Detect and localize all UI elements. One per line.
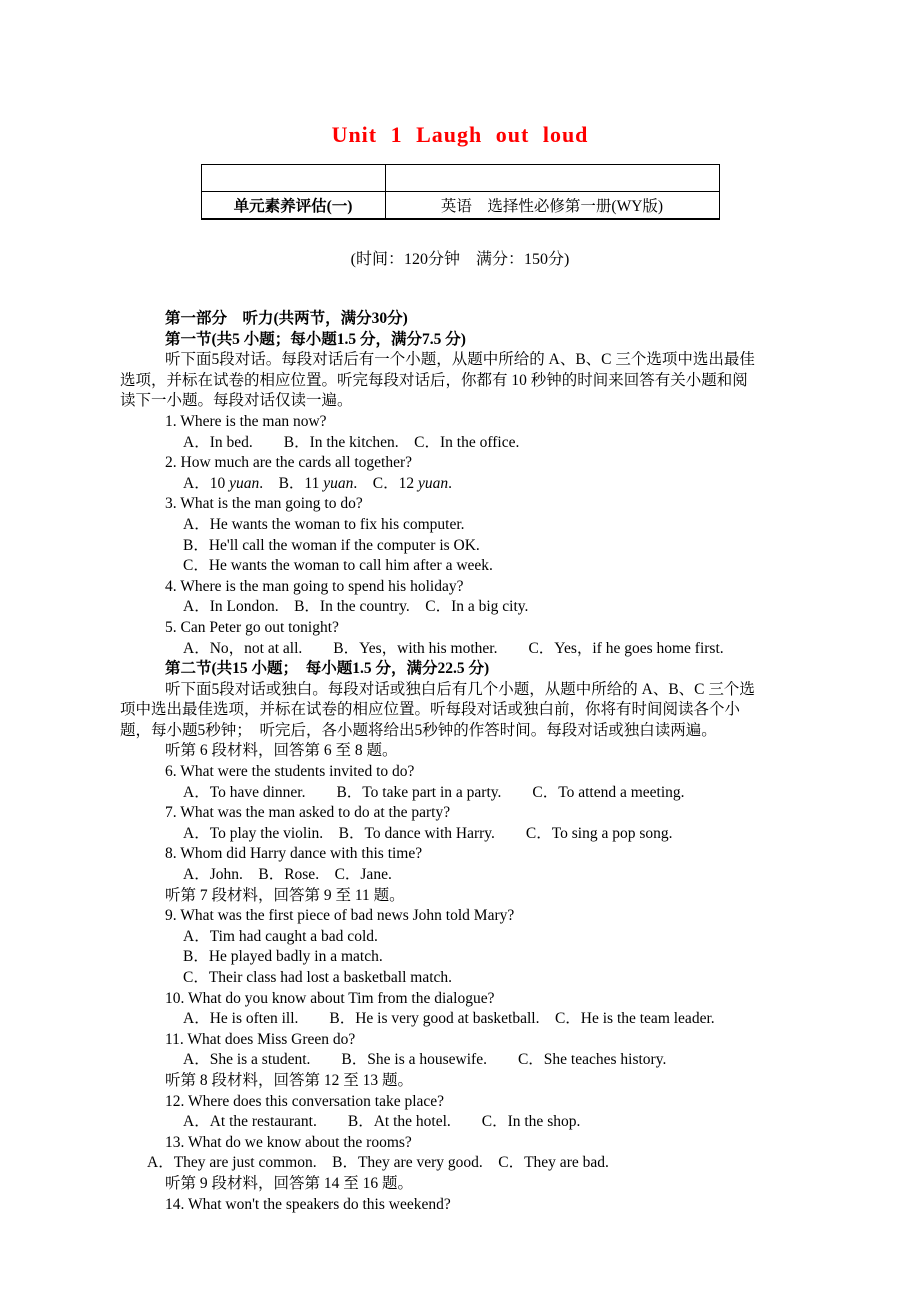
text-line: C．He wants the woman to call him after a week. — [183, 557, 493, 575]
body-lines — [0, 309, 920, 1215]
header-table-subject-label: 英语 选择性必修第一册(WY版) — [385, 192, 719, 220]
text-line: 12. Where does this conversation take place? — [165, 1092, 445, 1110]
text-line: A．He wants the woman to fix his computer. — [183, 515, 465, 533]
text-line: A．No，not at all. B．Yes，with his mother. C．Yes，if he goes home first. — [183, 639, 724, 657]
text-line: 听第 9 段材料，回答第 14 至 16 题。 — [165, 1174, 414, 1192]
text-line: A．In London. B．In the country. C．In a big city. — [183, 598, 529, 616]
text-line: A．John. B．Rose. C．Jane. — [183, 866, 392, 884]
exam-time-score-line: (时间：120分钟 满分：150分) — [350, 251, 570, 268]
text-line: B．He played badly in a match. — [183, 948, 383, 966]
text-line: 第二节(共15 小题； 每小题1.5 分，满分22.5 分) — [165, 660, 490, 678]
text-line: 听第 6 段材料，回答第 6 至 8 题。 — [165, 742, 398, 760]
text-line: C．Their class had lost a basketball match. — [183, 969, 453, 986]
text-line: 14. What won't the speakers do this weekend? — [165, 1195, 451, 1213]
text-line: B．He'll call the woman if the computer is OK. — [183, 536, 480, 554]
text-line: A．They are just common. B．They are very good. C．They are bad. — [147, 1154, 609, 1172]
text-line: 7. What was the man asked to do at the party? — [165, 804, 451, 822]
header-table — [201, 164, 720, 220]
text-line: 10. What do you know about Tim from the dialogue? — [165, 989, 495, 1007]
text-line: 3. What is the man going to do? — [165, 495, 363, 513]
text-line: A．10 yuan. B．11 yuan. C．12 yuan. — [183, 474, 452, 492]
text-line: 9. What was the first piece of bad news John told Mary? — [165, 907, 515, 925]
header-table-row-bottom — [201, 192, 719, 220]
text-line: A．To have dinner. B．To take part in a party. C．To attend a meeting. — [183, 783, 685, 801]
page-title: Unit 1 Laugh out loud — [331, 122, 589, 147]
text-line: 5. Can Peter go out tonight? — [165, 618, 339, 636]
text-line: 1. Where is the man now? — [165, 412, 327, 430]
text-line: 听下面5段对话或独白。每段对话或独白后有几个小题，从题中所给的 A、B、C 三个选 — [165, 680, 755, 698]
text-line: 6. What were the students invited to do? — [165, 763, 415, 781]
text-line: 题，每小题5秒钟； 听完后，各小题将给出5秒钟的作答时间。每段对话或独白读两遍。 — [120, 721, 717, 739]
text-line: 听下面5段对话。每段对话后有一个小题，从题中所给的 A、B、C 三个选项中选出最佳 — [165, 351, 755, 369]
text-line: 13. What do we know about the rooms? — [165, 1133, 412, 1151]
text-line: 项中选出最佳选项，并标在试卷的相应位置。听每段对话或独白前，你将有时间阅读各个小 — [120, 701, 741, 719]
text-line: A．At the restaurant. B．At the hotel. C．In the shop. — [183, 1113, 581, 1131]
text-line: 第一节(共5 小题；每小题1.5 分，满分7.5 分) — [165, 330, 466, 348]
text-line: 选项，并标在试卷的相应位置。听完每段对话后，你都有 10 秒钟的时间来回答有关小题和阅 — [120, 371, 748, 389]
header-table-unit-label: 单元素养评估(一) — [201, 192, 385, 220]
text-line: 4. Where is the man going to spend his holiday? — [165, 577, 464, 595]
text-line: A．Tim had caught a bad cold. — [183, 927, 378, 945]
text-line: 听第 7 段材料，回答第 9 至 11 题。 — [165, 886, 405, 904]
header-table-row-top — [201, 165, 719, 192]
text-line: A．She is a student. B．She is a housewife. C．She teaches history. — [183, 1051, 667, 1069]
text-line: 8. Whom did Harry dance with this time? — [165, 845, 423, 863]
text-line: 读下一小题。每段对话仅读一遍。 — [120, 392, 353, 410]
text-line: A．To play the violin. B．To dance with Harry. C．To sing a pop song. — [183, 824, 673, 842]
text-line: A．He is often ill. B．He is very good at basketball. C．He is the team leader. — [183, 1010, 715, 1028]
text-line: 2. How much are the cards all together? — [165, 454, 413, 472]
text-line: 11. What does Miss Green do? — [165, 1030, 356, 1048]
header-table-top-right-cell — [385, 165, 719, 192]
header-table-top-left-cell — [201, 165, 385, 192]
text-line: 听第 8 段材料，回答第 12 至 13 题。 — [165, 1071, 414, 1089]
text-line: 第一部分 听力(共两节，满分30分) — [165, 310, 408, 327]
text-line: A．In bed. B．In the kitchen. C．In the office. — [183, 433, 520, 451]
